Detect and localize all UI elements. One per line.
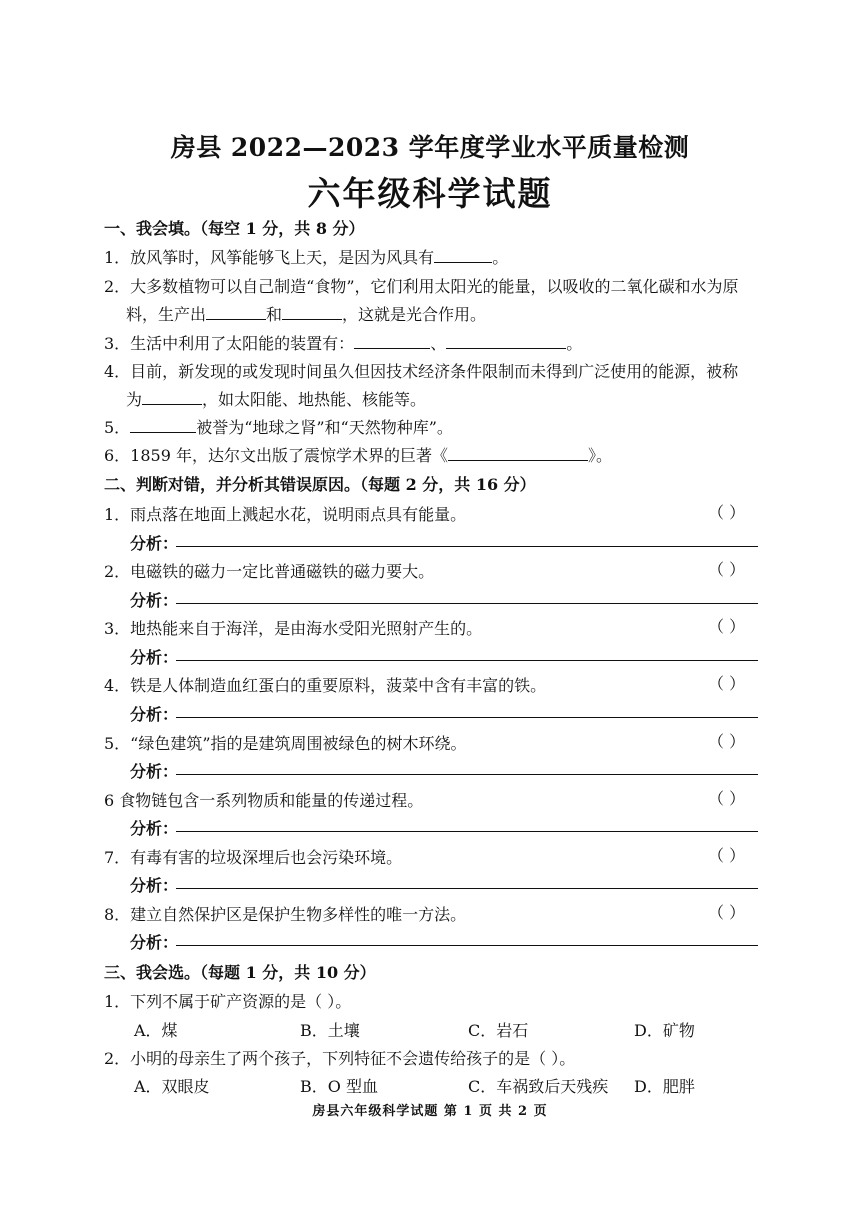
fill-question-2-line1: 2．大多数植物可以自己制造“食物”，它们利用太阳光的能量，以吸收的二氧化碳和水为原	[104, 277, 739, 296]
fill-question-3: 3．生活中利用了太阳能的装置有： 、 。	[104, 334, 583, 353]
judge-item-8: 8．建立自然保护区是保护生物多样性的唯一方法。	[104, 905, 467, 924]
option-b[interactable]: B．土壤	[300, 1021, 360, 1040]
analysis-label: 分析：	[130, 648, 179, 667]
judge-item-5: 5．“绿色建筑”指的是建筑周围被绿色的树木环绕。	[104, 734, 467, 753]
option-a[interactable]: A．煤	[134, 1021, 178, 1040]
analysis-label: 分析：	[130, 876, 179, 895]
analysis-label: 分析：	[130, 762, 179, 781]
section2-heading: 二、判断对错，并分析其错误原因。（每题 2 分，共 16 分）	[104, 475, 536, 494]
fill-question-2-line2: 料，生产出 和 ，这就是光合作用。	[126, 305, 487, 324]
fill-question-1: 1．放风筝时，风筝能够飞上天，是因为风具有 。	[104, 248, 509, 267]
option-b[interactable]: B．O 型血	[300, 1077, 378, 1096]
page-footer: 房县六年级科学试题 第 1 页 共 2 页	[312, 1104, 548, 1119]
answer-blank[interactable]	[206, 303, 266, 320]
answer-blank[interactable]	[282, 303, 342, 320]
analysis-line[interactable]	[176, 774, 758, 775]
analysis-label: 分析：	[130, 819, 179, 838]
analysis-label: 分析：	[130, 534, 179, 553]
judge-item-6: 6 食物链包含一系列物质和能量的传递过程。	[104, 791, 424, 810]
analysis-line[interactable]	[176, 603, 758, 604]
answer-paren[interactable]: （ ）	[708, 789, 746, 808]
fill-question-4-line2: 为 ，如太阳能、地热能、核能等。	[126, 390, 427, 409]
option-d[interactable]: D．肥胖	[634, 1077, 695, 1096]
judge-item-4: 4．铁是人体制造血红蛋白的重要原料，菠菜中含有丰富的铁。	[104, 676, 547, 695]
answer-blank[interactable]	[448, 444, 588, 461]
analysis-line[interactable]	[176, 660, 758, 661]
option-c[interactable]: C．车祸致后天残疾	[468, 1077, 609, 1096]
option-a[interactable]: A．双眼皮	[134, 1077, 210, 1096]
answer-paren[interactable]: （ ）	[708, 503, 746, 522]
analysis-line[interactable]	[176, 888, 758, 889]
answer-blank[interactable]	[142, 388, 202, 405]
judge-item-2: 2．电磁铁的磁力一定比普通磁铁的磁力要大。	[104, 562, 435, 581]
choice-question-1: 1．下列不属于矿产资源的是（ ）。	[104, 992, 352, 1011]
judge-item-7: 7．有毒有害的垃圾深埋后也会污染环境。	[104, 848, 403, 867]
answer-paren[interactable]: （ ）	[708, 903, 746, 922]
exam-subtitle: 六年级科学试题	[307, 174, 553, 213]
option-c[interactable]: C．岩石	[468, 1021, 529, 1040]
analysis-label: 分析：	[130, 705, 179, 724]
fill-question-5: 5． 被誉为“地球之肾”和“天然物种库”。	[104, 418, 453, 437]
answer-blank[interactable]	[130, 416, 196, 433]
answer-blank[interactable]	[434, 246, 492, 263]
answer-blank[interactable]	[446, 332, 566, 349]
answer-blank[interactable]	[354, 332, 430, 349]
answer-paren[interactable]: （ ）	[708, 846, 746, 865]
fill-question-6: 6．1859 年，达尔文出版了震惊学术界的巨著《 》。	[104, 446, 613, 465]
analysis-line[interactable]	[176, 546, 758, 547]
fill-question-4-line1: 4．目前，新发现的或发现时间虽久但因技术经济条件限制而未得到广泛使用的能源，被称	[104, 362, 739, 381]
section3-heading: 三、我会选。（每题 1 分，共 10 分）	[104, 963, 376, 982]
analysis-label: 分析：	[130, 933, 179, 952]
analysis-label: 分析：	[130, 591, 179, 610]
judge-item-1: 1．雨点落在地面上溅起水花，说明雨点具有能量。	[104, 505, 467, 524]
answer-paren[interactable]: （ ）	[708, 674, 746, 693]
analysis-line[interactable]	[176, 831, 758, 832]
exam-title: 房县 2022—2023 学年度学业水平质量检测	[170, 133, 690, 162]
section1-heading: 一、我会填。（每空 1 分，共 8 分）	[104, 219, 365, 238]
analysis-line[interactable]	[176, 717, 758, 718]
answer-paren[interactable]: （ ）	[708, 732, 746, 751]
answer-paren[interactable]: （ ）	[708, 560, 746, 579]
judge-item-3: 3．地热能来自于海洋，是由海水受阳光照射产生的。	[104, 619, 483, 638]
answer-paren[interactable]: （ ）	[708, 617, 746, 636]
option-d[interactable]: D．矿物	[634, 1021, 695, 1040]
analysis-line[interactable]	[176, 945, 758, 946]
choice-question-2: 2．小明的母亲生了两个孩子，下列特征不会遗传给孩子的是（ ）。	[104, 1049, 576, 1068]
